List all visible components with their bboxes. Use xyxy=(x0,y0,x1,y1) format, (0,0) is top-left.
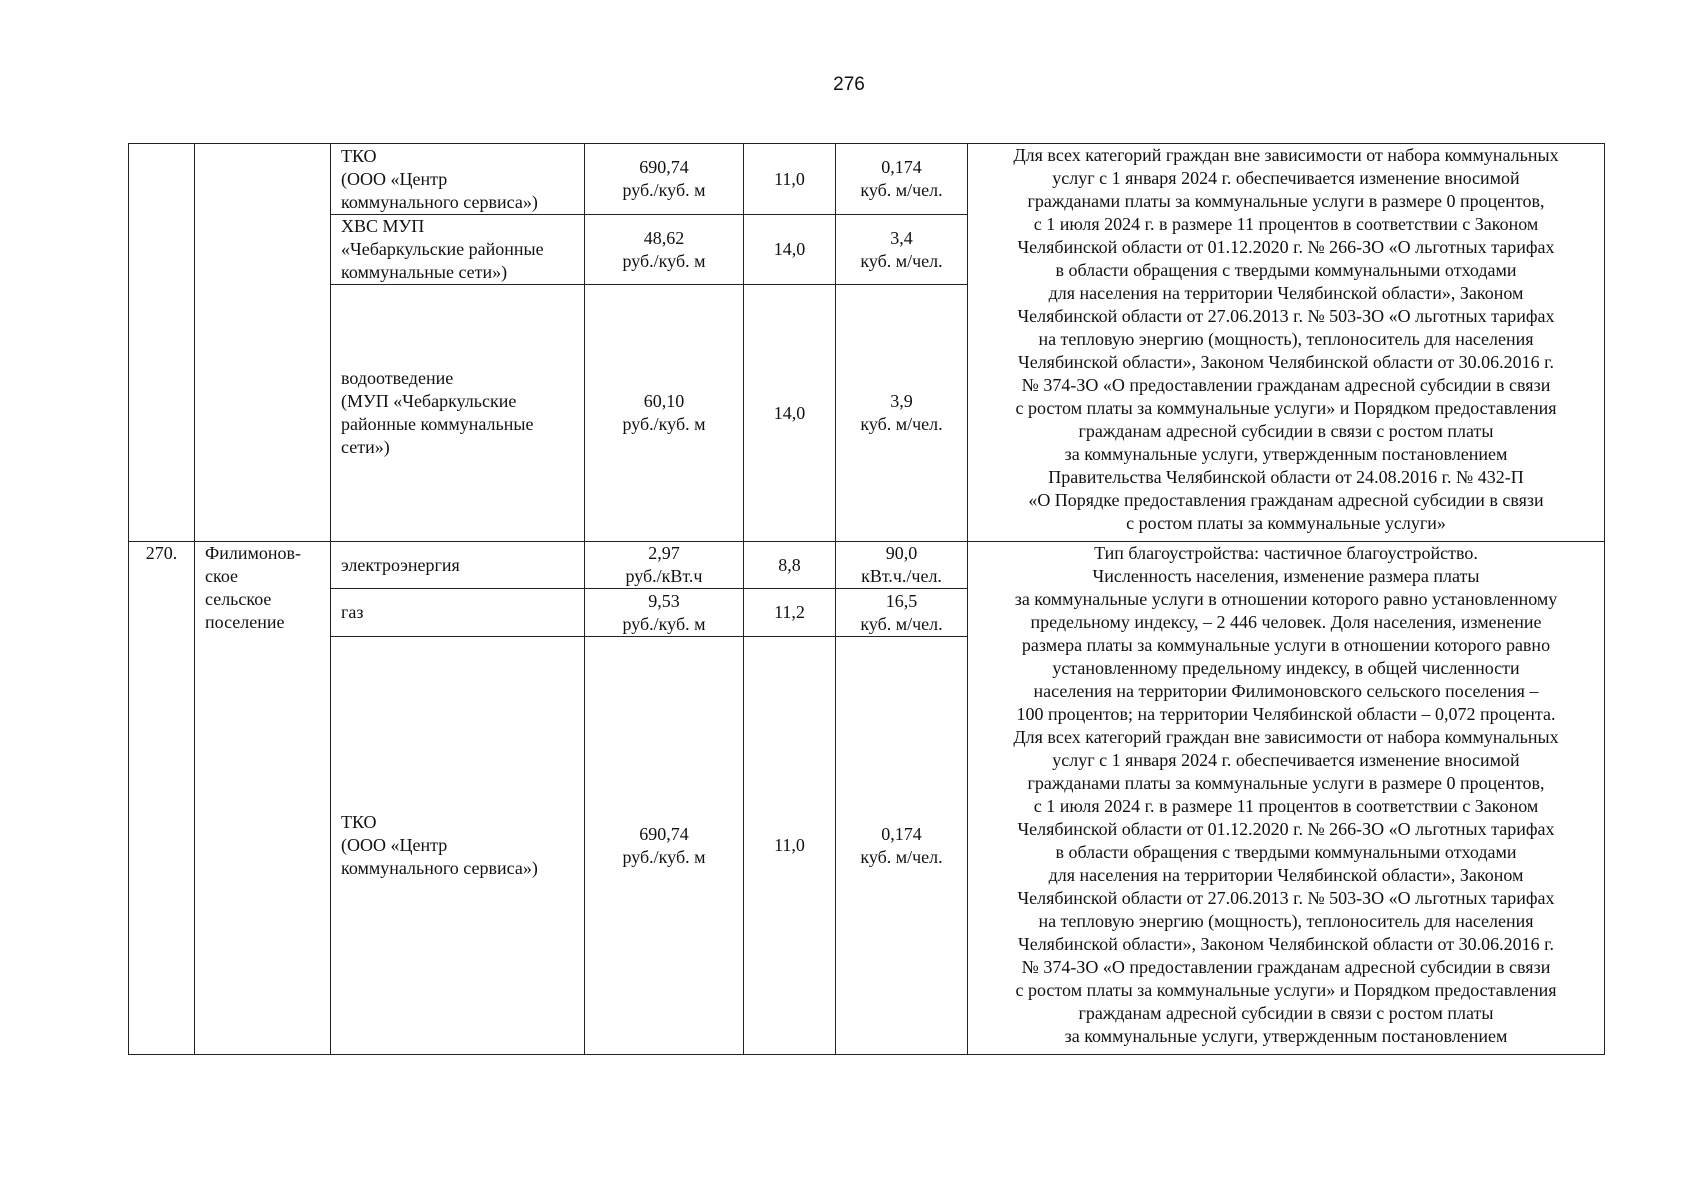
tariff-cell xyxy=(585,144,744,215)
municipality-line: ское xyxy=(205,566,239,586)
note-line: за коммунальные услуги, утвержденным постановлением xyxy=(1064,444,1508,464)
note-line: в области обращения с твердыми коммунальными отходами xyxy=(1055,842,1517,862)
percent-cell xyxy=(744,144,836,215)
service-name-cell xyxy=(331,285,585,542)
note-line: Челябинской области от 27.06.2013 г. № 503-ЗО «О льготных тарифах xyxy=(1017,888,1555,908)
service-name-line: коммунальные сети») xyxy=(341,262,508,282)
note-line: Правительства Челябинской области от 24.08.2016 г. № 432-П xyxy=(1048,467,1524,487)
tariff-unit: руб./куб. м xyxy=(622,846,706,867)
tariff-value: 690,74 xyxy=(639,823,689,844)
tariff-cell xyxy=(585,542,744,589)
tariff-value: 9,53 xyxy=(648,590,680,611)
tariff-cell xyxy=(585,637,744,1055)
note-line: за коммунальные услуги, утвержденным постановлением xyxy=(1064,1026,1508,1046)
service-name-line: водоотведение xyxy=(341,368,454,388)
note-line: населения на территории Филимоновского сельского поселения – xyxy=(1033,681,1539,701)
note-line: за коммунальные услуги в отношении которого равно установленному xyxy=(1014,589,1558,609)
note-line: предельному индексу, – 2 446 человек. Доля населения, изменение xyxy=(1030,612,1542,632)
norm-unit: куб. м/чел. xyxy=(860,613,943,634)
note-cell xyxy=(968,144,1605,542)
percent-cell xyxy=(744,542,836,589)
note-line: Для всех категорий граждан вне зависимости от набора коммунальных xyxy=(1013,145,1559,165)
note-line: Численность населения, изменение размера платы xyxy=(1092,566,1480,586)
service-name-line: (ООО «Центр xyxy=(341,168,448,189)
percent-cell xyxy=(744,215,836,285)
note-line: с 1 июля 2024 г. в размере 11 процентов в соответствии с Законом xyxy=(1033,214,1539,234)
note-line: Челябинской области», Законом Челябинской области от 30.06.2016 г. xyxy=(1018,352,1554,372)
table-row xyxy=(129,542,1605,589)
note-line: с 1 июля 2024 г. в размере 11 процентов в соответствии с Законом xyxy=(1033,796,1539,816)
norm-cell xyxy=(836,542,968,589)
note-line: для населения на территории Челябинской области», Законом xyxy=(1048,283,1524,303)
norm-cell xyxy=(836,285,968,542)
note-line: для населения на территории Челябинской области», Законом xyxy=(1048,865,1524,885)
service-name-line: электроэнергия xyxy=(341,554,460,575)
percent-cell xyxy=(744,285,836,542)
note-line: размера платы за коммунальные услуги в отношении которого равно xyxy=(1021,635,1551,655)
municipality-cell xyxy=(195,542,331,1055)
norm-unit: кВт.ч./чел. xyxy=(861,566,942,586)
norm-unit: куб. м/чел. xyxy=(860,180,943,200)
service-name-line: ТКО xyxy=(341,812,377,832)
norm-cell xyxy=(836,589,968,637)
tariff-value: 690,74 xyxy=(639,157,689,177)
percent-value: 8,8 xyxy=(778,554,801,575)
service-name-line: ТКО xyxy=(341,145,377,166)
service-name-line: сети») xyxy=(341,437,390,457)
norm-unit: куб. м/чел. xyxy=(860,846,943,867)
percent-cell xyxy=(744,637,836,1055)
norm-value: 0,174 xyxy=(881,157,922,177)
norm-unit: куб. м/чел. xyxy=(860,250,943,271)
municipality-line: сельское xyxy=(205,589,272,609)
tariff-unit: руб./куб. м xyxy=(622,414,706,434)
service-name-line: коммунального сервиса») xyxy=(341,858,538,878)
note-line: Челябинской области от 27.06.2013 г. № 503-ЗО «О льготных тарифах xyxy=(1017,306,1555,326)
norm-cell xyxy=(836,144,968,215)
service-name-line: коммунального сервиса») xyxy=(341,191,538,212)
norm-value: 90,0 xyxy=(885,543,918,563)
tariff-unit: руб./кВт.ч xyxy=(625,566,703,586)
note-line: Для всех категорий граждан вне зависимости от набора коммунальных xyxy=(1013,727,1559,747)
note-line: № 374-ЗО «О предоставлении гражданам адресной субсидии в связи xyxy=(1021,957,1551,977)
note-line: Челябинской области», Законом Челябинской области от 30.06.2016 г. xyxy=(1018,934,1554,954)
tariff-value: 48,62 xyxy=(643,227,685,248)
norm-cell xyxy=(836,637,968,1055)
note-line: услуг с 1 января 2024 г. обеспечивается изменение вносимой xyxy=(1052,168,1520,188)
page-number: 276 xyxy=(833,74,865,95)
percent-value: 11,0 xyxy=(774,835,805,855)
note-line: на тепловую энергию (мощность), теплоноситель для населения xyxy=(1038,329,1534,349)
tariff-table xyxy=(128,143,1605,1055)
note-line: на тепловую энергию (мощность), теплоноситель для населения xyxy=(1038,911,1534,931)
row-number: 270. xyxy=(145,543,178,563)
tariff-value: 2,97 xyxy=(648,543,680,563)
norm-value: 0,174 xyxy=(881,823,922,844)
service-name-cell xyxy=(331,589,585,637)
note-line: «О Порядке предоставления гражданам адресной субсидии в связи xyxy=(1028,490,1544,510)
service-name-line: газ xyxy=(341,602,364,622)
municipality-cell xyxy=(195,144,331,542)
norm-unit: куб. м/чел. xyxy=(860,414,943,434)
service-name-cell xyxy=(331,637,585,1055)
table-row xyxy=(129,144,1605,215)
note-line: гражданами платы за коммунальные услуги в размере 0 процентов, xyxy=(1027,191,1545,211)
tariff-unit: руб./куб. м xyxy=(622,180,706,200)
service-name-cell xyxy=(331,542,585,589)
norm-value: 3,4 xyxy=(890,227,913,248)
percent-cell xyxy=(744,589,836,637)
service-name-line: (ООО «Центр xyxy=(341,835,448,855)
percent-value: 14,0 xyxy=(773,402,806,423)
row-number-cell xyxy=(129,144,195,542)
service-name-line: «Чебаркульские районные xyxy=(341,239,544,259)
note-cell xyxy=(968,542,1605,1055)
note-line: с ростом платы за коммунальные услуги» xyxy=(1126,513,1446,533)
service-name-line: ХВС МУП xyxy=(341,216,425,236)
note-line: гражданам адресной субсидии в связи с ростом платы xyxy=(1078,421,1494,441)
norm-value: 16,5 xyxy=(885,590,918,611)
tariff-cell xyxy=(585,215,744,285)
note-line: гражданам адресной субсидии в связи с ростом платы xyxy=(1078,1003,1494,1023)
note-line: установленному предельному индексу, в общей численности xyxy=(1052,658,1520,678)
row-number-cell xyxy=(129,542,195,1055)
tariff-cell xyxy=(585,589,744,637)
percent-value: 11,0 xyxy=(774,168,805,189)
note-line: Тип благоустройства: частичное благоустройство. xyxy=(1094,543,1478,563)
note-line: в области обращения с твердыми коммунальными отходами xyxy=(1055,260,1517,280)
tariff-value: 60,10 xyxy=(643,391,685,411)
tariff-cell xyxy=(585,285,744,542)
note-line: с ростом платы за коммунальные услуги» и Порядком предоставления xyxy=(1015,398,1557,418)
municipality-line: поселение xyxy=(205,612,285,632)
tariff-unit: руб./куб. м xyxy=(622,613,706,634)
note-line: Челябинской области от 01.12.2020 г. № 266-ЗО «О льготных тарифах xyxy=(1017,237,1555,257)
note-line: услуг с 1 января 2024 г. обеспечивается изменение вносимой xyxy=(1052,750,1520,770)
service-name-cell xyxy=(331,215,585,285)
norm-cell xyxy=(836,215,968,285)
municipality-line: Филимонов- xyxy=(205,543,301,563)
norm-value: 3,9 xyxy=(890,391,913,411)
note-line: 100 процентов; на территории Челябинской области – 0,072 процента. xyxy=(1016,704,1556,724)
note-line: № 374-ЗО «О предоставлении гражданам адресной субсидии в связи xyxy=(1021,375,1551,395)
note-line: с ростом платы за коммунальные услуги» и Порядком предоставления xyxy=(1015,980,1557,1000)
tariff-unit: руб./куб. м xyxy=(622,250,706,271)
percent-value: 14,0 xyxy=(773,239,806,259)
percent-value: 11,2 xyxy=(774,602,805,622)
service-name-line: (МУП «Чебаркульские xyxy=(341,391,517,411)
service-name-cell xyxy=(331,144,585,215)
note-line: гражданами платы за коммунальные услуги в размере 0 процентов, xyxy=(1027,773,1545,793)
note-line: Челябинской области от 01.12.2020 г. № 266-ЗО «О льготных тарифах xyxy=(1017,819,1555,839)
service-name-line: районные коммунальные xyxy=(341,414,534,434)
